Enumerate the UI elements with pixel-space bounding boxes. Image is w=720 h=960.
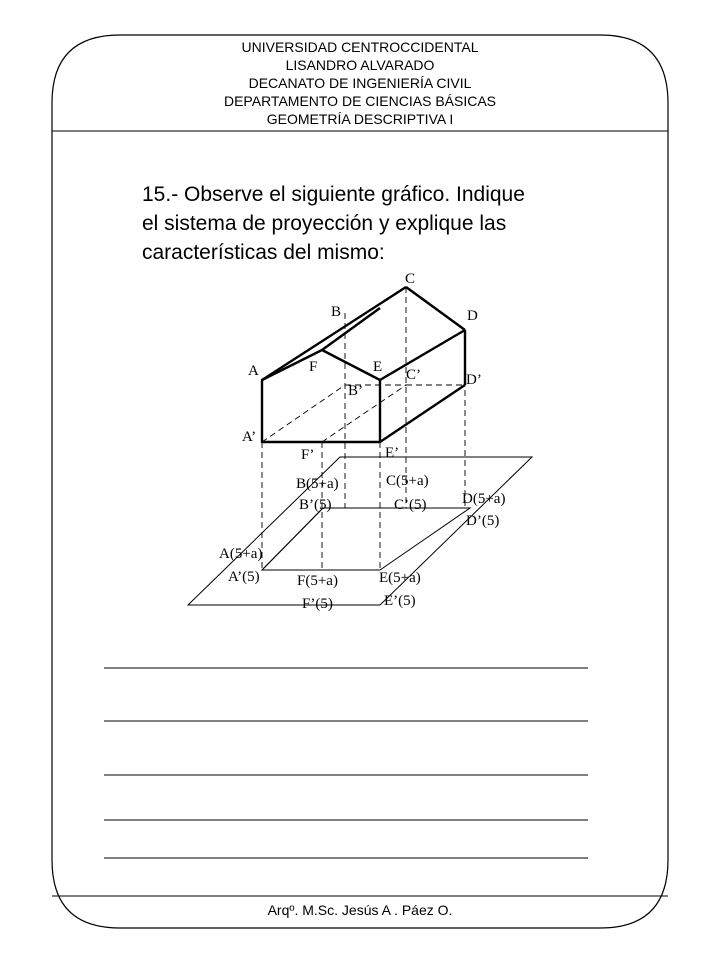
label-Bp: B’ [348,383,363,399]
label-C5: C’(5) [394,497,427,513]
label-E5a: E(5+a) [379,570,421,586]
label-Fp: F’ [301,447,315,463]
solid-edges [262,287,465,442]
label-B5a: B(5+a) [296,476,339,492]
header-course: GEOMETRÍA DESCRIPTIVA I [266,111,454,127]
label-B5: B’(5) [299,497,332,513]
header-faculty: DECANATO DE INGENIERÍA CIVIL [248,75,472,91]
label-A5a: A(5+a) [219,546,263,562]
header-department: DEPARTAMENTO DE CIENCIAS BÁSICAS [223,93,497,109]
question-line: características del mismo: [142,241,385,264]
label-C5a: C(5+a) [386,473,429,489]
header-name: LISANDRO ALVARADO [285,57,435,73]
label-Ap: A’ [242,429,257,445]
label-E5: E’(5) [384,593,416,609]
label-Dp: D’ [466,372,482,388]
question-text [142,180,612,267]
label-Ep: E’ [385,445,400,461]
label-D5a: D(5+a) [462,491,506,507]
projection-lines [262,287,465,570]
label-F5: F’(5) [302,596,333,612]
label-E: E [373,359,383,375]
header-university: UNIVERSIDAD CENTROCCIDENTAL [241,39,479,55]
projection-figure [188,271,532,612]
label-D5: D’(5) [466,513,500,529]
label-B: B [331,304,342,320]
answer-lines [104,668,588,858]
label-A: A [248,363,259,379]
label-Cp: C’ [406,367,421,383]
label-F5a: F(5+a) [297,573,338,589]
label-A5: A’(5) [228,569,260,585]
footer-author: Arqº. M.Sc. Jesús A . Páez O. [267,902,453,918]
question-line: el sistema de proyección y explique las [142,212,507,235]
label-F: F [309,359,318,375]
label-C: C [405,271,416,287]
label-D: D [467,308,478,324]
question-line: 15.- Observe el siguiente gráfico. Indique [142,183,525,206]
